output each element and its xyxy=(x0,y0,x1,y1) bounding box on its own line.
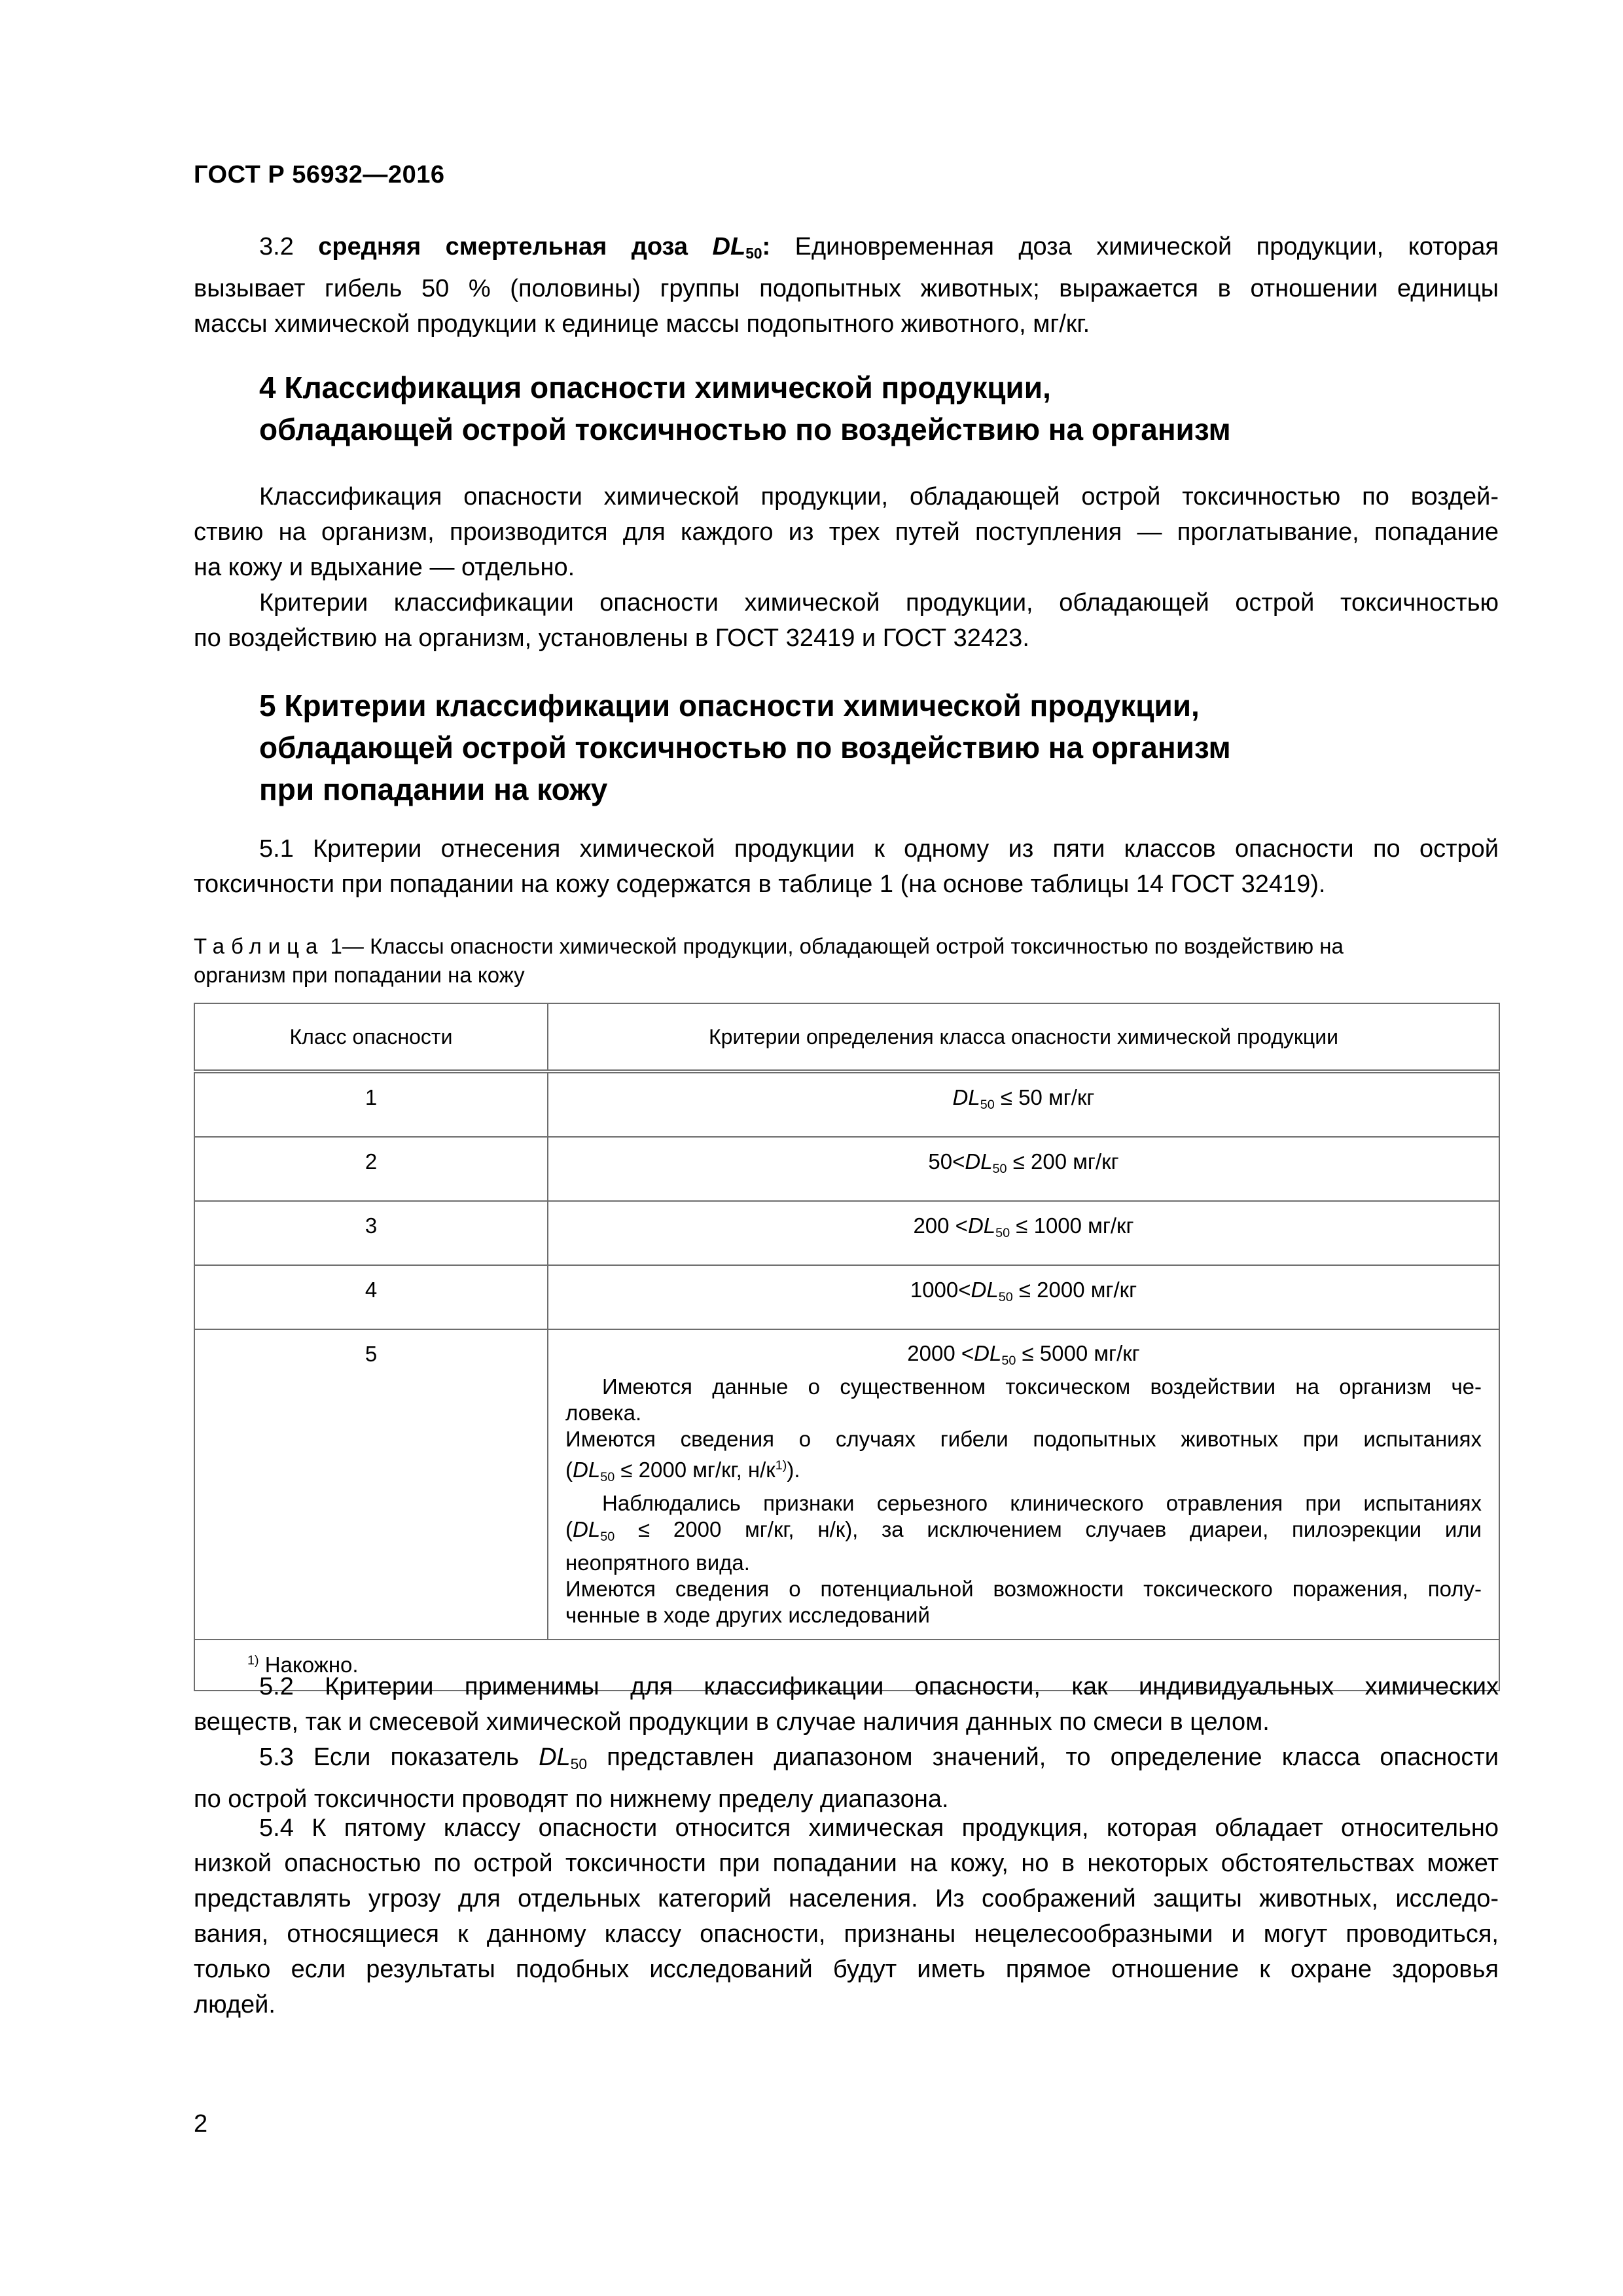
table-row xyxy=(194,1265,1499,1329)
table-row xyxy=(194,1201,1499,1265)
paragraph-5-4: 5.4 К пятому классу опасности относится химическая продукция, которая обладает относительно низкой опасностью по острой токсичности при попадании на кожу, но в некоторых обстоятельствах может представлять угрозу для отдельных категорий населения. Из соображений защиты животных, исследо- вания, относящиеся к данному классу опасности, признаны нецелесообразными и могут проводиться, только если результаты подобных исследований будут иметь прямое отношение к охране здоровья людей. xyxy=(194,1814,1499,2018)
hazard-class-cell: 3 xyxy=(194,1201,548,1265)
criteria-cell: $1000<DL_{50} \le 2000$ мг/кг xyxy=(548,1265,1499,1329)
header-hazard-class: Класс опасности xyxy=(194,1003,548,1071)
paragraph-5-1: 5.1 Критерии отнесения химической продукции к одному из пяти классов опасности по острой токсичности при попадании на кожу содержатся в таблице 1 (на основе таблицы 14 ГОСТ 32419). xyxy=(194,835,1499,898)
section-5-heading: 5 Критерии классификации опасности химической продукции, обладающей острой токсичностью по воздействию на организм при попадании на кожу xyxy=(259,689,1231,806)
standard-id: ГОСТ Р 56932—2016 xyxy=(194,161,445,188)
criteria-cell: $50<DL_{50} \le 200$ мг/кг xyxy=(548,1137,1499,1201)
paragraph-5-2: 5.2 Критерии применимы для классификации опасности, как индивидуальных химических веществ, так и смесевой химической продукции в случае наличия данных по смеси в целом. xyxy=(194,1673,1499,1736)
criteria-cell-class-5: $2000 <DL_{50} \le 5000$ мг/кг Имеются данные о существенном токсическом воздействии на организм че- ловека. Имеются сведения о случаях гибели подопытных животных при испытаниях ($DL_{50} \le 2000$ мг/кг, $н/к^{1)}$). Наблюдались признаки серьезного клинического отравления при испытаниях ($DL_{50} \le 2000$ мг/кг, н/к), за исключением случаев диареи, пилоэрекции или неопрятного вида. Имеются сведения о потенциальной возможности токсического поражения, полу- ченные в ходе других исследований xyxy=(548,1329,1499,1640)
criteria-cell: $DL_{50} \le 50$ мг/кг xyxy=(548,1071,1499,1137)
definition-3-2: 3.2 средняя смертельная доза $DL_{50}$: Единовременная доза химической продукции, которая вызывает гибель 50 % (половины) группы подопытных животных; выражается в отношении единицы массы химической продукции к единице массы подопытного животного, мг/кг. xyxy=(194,233,1499,338)
criteria-cell: $200 <DL_{50} \le 1000$ мг/кг xyxy=(548,1201,1499,1265)
table-row xyxy=(194,1071,1499,1137)
hazard-class-cell: 5 xyxy=(194,1329,548,1640)
paragraph-5-3: 5.3 Если показатель $DL_{50}$ представлен диапазоном значений, то определение класса опасности по острой токсичности проводят по нижнему пределу диапазона. xyxy=(194,1744,1499,1813)
section-4-paragraph-1: Классификация опасности химической продукции, обладающей острой токсичностью по воздей- ствию на организм, производится для каждого из трех путей поступления — проглатывание, попадание на кожу и вдыхание — отдельно. xyxy=(194,483,1499,581)
header-criteria: Критерии определения класса опасности химической продукции xyxy=(548,1003,1499,1071)
table-row xyxy=(194,1137,1499,1201)
table-footnote: $^{1)}$ Накожно. xyxy=(194,1640,1499,1691)
table-row-class-5 xyxy=(194,1329,1499,1640)
section-4-paragraph-2: Критерии классификации опасности химической продукции, обладающей острой токсичностью по воздействию на организм, установлены в ГОСТ 32419 и ГОСТ 32423. xyxy=(194,589,1499,652)
table-1-caption: Таблица 1— Классы опасности химической продукции, обладающей острой токсичностью по воздействию на организм при попадании на кожу xyxy=(194,934,1344,987)
table-1 xyxy=(194,1003,1500,1691)
section-4-heading: 4 Классификация опасности химической продукции, обладающей острой токсичностью по воздействию на организм xyxy=(259,370,1231,446)
table-header-row xyxy=(194,1003,1499,1071)
page-number: 2 xyxy=(194,2110,208,2138)
hazard-class-cell: 2 xyxy=(194,1137,548,1201)
hazard-class-cell: 4 xyxy=(194,1265,548,1329)
hazard-class-cell: 1 xyxy=(194,1071,548,1137)
